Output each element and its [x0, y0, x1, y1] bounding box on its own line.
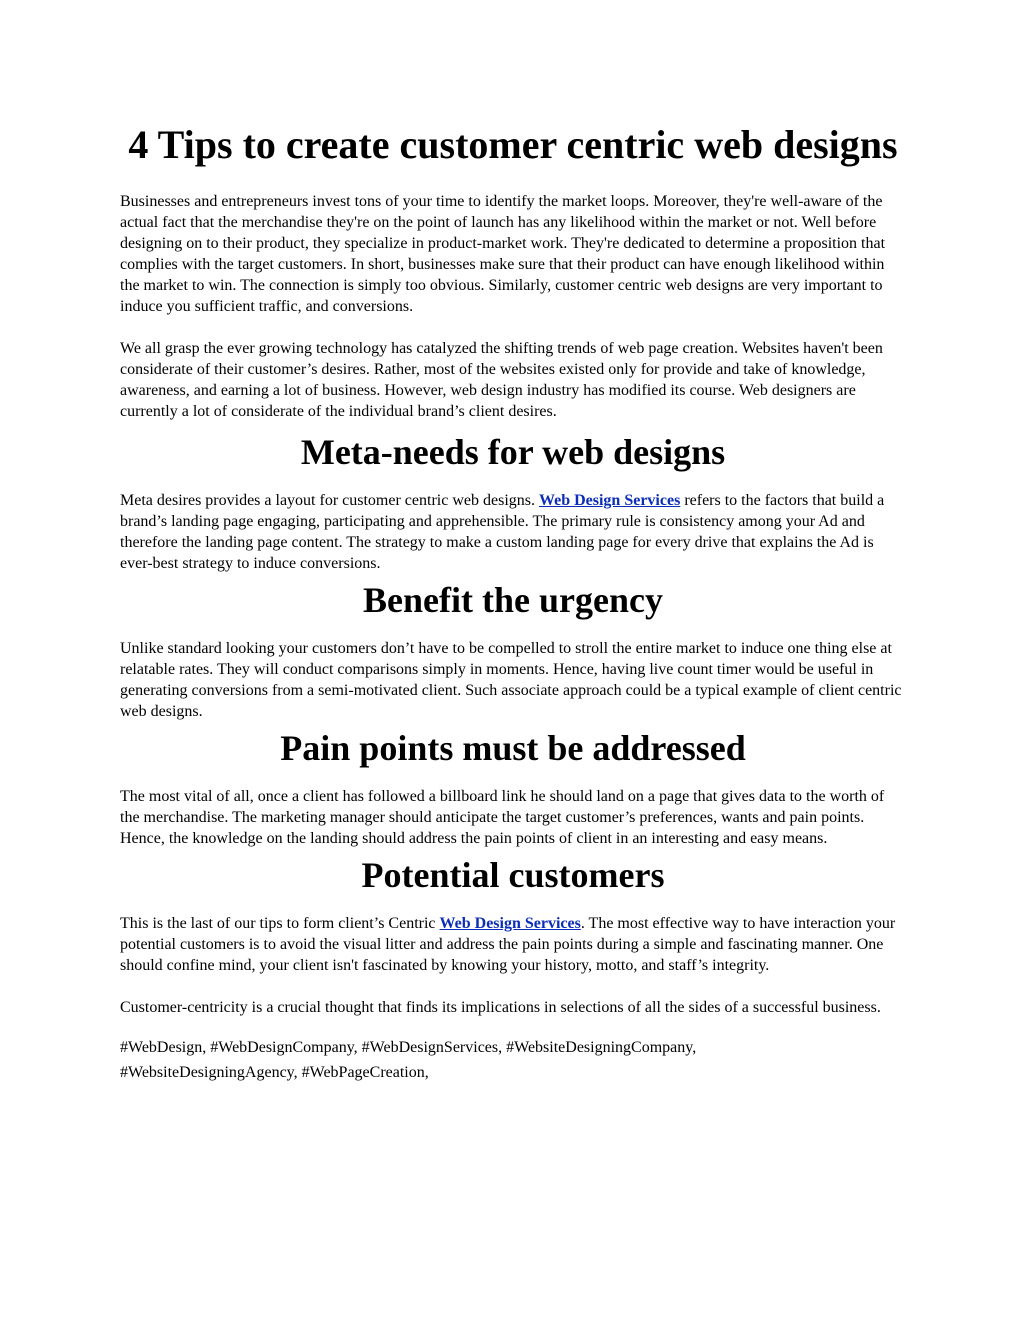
web-design-services-link-1[interactable]: Web Design Services — [538, 492, 681, 509]
heading-meta-needs: Meta-needs for web designs — [300, 432, 726, 472]
heading-pain-points: Pain points must be addressed — [280, 728, 746, 768]
intro-paragraph-2: We all grasp the ever growing technology has catalyzed the shifting trends of web page creation. Websites haven't been considerate of their customer’s desires. Rather, most of the websites existed only for provide and take of knowledge, awareness, and earning a lot of business. However, web design industry has modified its course. Web designers are currently a lot of considerate of the individual brand’s client desires. — [120, 340, 883, 420]
web-design-services-link-2[interactable]: Web Design Services — [439, 915, 581, 932]
heading-benefit-urgency: Benefit the urgency — [363, 580, 663, 620]
meta-needs-paragraph — [120, 490, 906, 574]
document-page — [120, 0, 906, 1085]
potential-text-after: . The most effective way to have interaction your potential customers is to avoid the visual litter and address the pain points during a simple and fascinating manner. One should confine mind, your client isn't fascinated by knowing your history, motto, and staff’s integrity. — [120, 915, 896, 974]
page-title: 4 Tips to create customer centric web designs — [128, 122, 898, 167]
meta-text-after: refers to the factors that build a brand’s landing page engaging, participating and apprehensible. The primary rule is consistency among your Ad and therefore the landing page content. The strategy to make a custom landing page for every drive that explains the Ad is ever-best strategy to induce conversions. — [120, 492, 885, 572]
hashtags-line-2: #WebsiteDesigningAgency, #WebPageCreation, — [120, 1064, 429, 1081]
closing-paragraph: Customer-centricity is a crucial thought that finds its implications in selections of all the sides of a successful business. — [120, 999, 881, 1016]
pain-points-paragraph: The most vital of all, once a client has followed a billboard link he should land on a page that gives data to the worth of the merchandise. The marketing manager should anticipate the target customer’s preferences, wants and pain points. Hence, the knowledge on the landing should address the pain points of client in an interesting and easy means. — [120, 788, 885, 847]
potential-customers-paragraph — [120, 913, 906, 976]
urgency-paragraph: Unlike standard looking your customers don’t have to be compelled to stroll the entire market to induce one thing else at relatable rates. They will conduct comparisons simply in moments. Hence, having live count timer would be useful in generating conversions from a semi-motivated client. Such associate approach could be a typical example of client centric web designs. — [120, 640, 902, 720]
heading-potential-customers: Potential customers — [361, 855, 665, 895]
potential-text-before: This is the last of our tips to form client’s Centric — [120, 915, 440, 932]
hashtags — [120, 1035, 906, 1085]
hashtags-line-1: #WebDesign, #WebDesignCompany, #WebDesignServices, #WebsiteDesigningCompany, — [120, 1039, 697, 1056]
meta-text-before: Meta desires provides a layout for customer centric web designs. — [120, 492, 539, 509]
intro-paragraph-1: Businesses and entrepreneurs invest tons of your time to identify the market loops. Moreover, they're well-aware of the actual fact that the merchandise they're on the point of launch has any likelihood within the market or not. Well before designing on to their product, they specialize in product-market work. They're dedicated to determine a proposition that complies with the target customers. In short, businesses make sure that their product can have enough likelihood within the market to win. The connection is simply too obvious. Similarly, customer centric web designs are very important to induce you sufficient traffic, and conversions. — [120, 193, 886, 315]
